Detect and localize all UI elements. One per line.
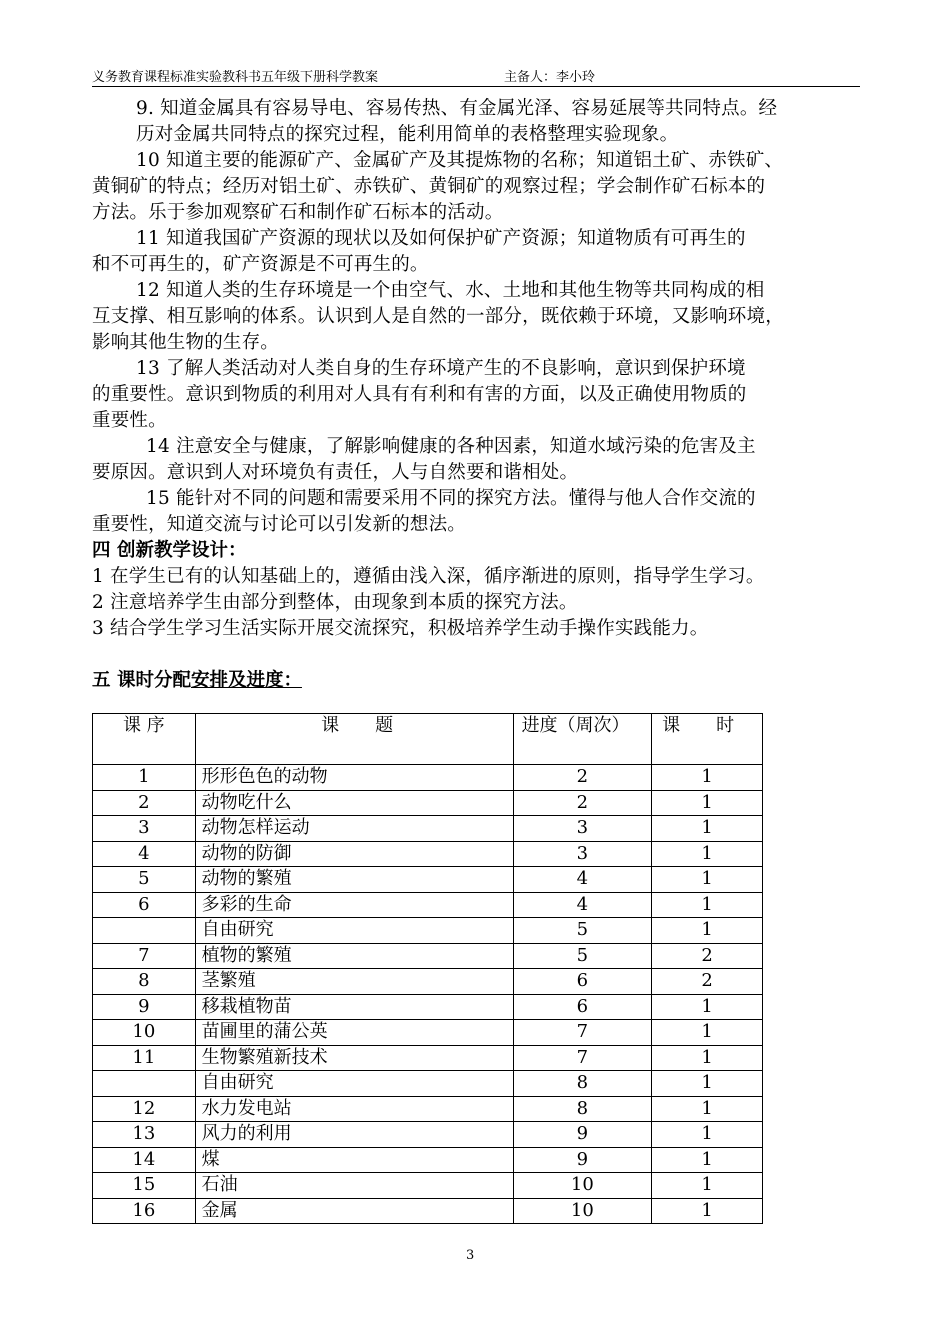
paragraph-line: 重要性，知道交流与讨论可以引发新的想法。 bbox=[92, 514, 467, 535]
cell-class-hours: 1 bbox=[652, 1122, 763, 1148]
cell-lesson-title: 自由研究 bbox=[195, 918, 513, 944]
cell-class-hours: 1 bbox=[652, 841, 763, 867]
header-lesson-number: 课 序 bbox=[93, 714, 196, 765]
cell-class-hours: 1 bbox=[652, 892, 763, 918]
table-row bbox=[93, 1173, 763, 1199]
cell-progress-week: 4 bbox=[513, 867, 652, 893]
table-row bbox=[93, 816, 763, 842]
cell-progress-week: 7 bbox=[513, 1045, 652, 1071]
paragraph-line: 影响其他生物的生存。 bbox=[92, 332, 280, 353]
cell-class-hours: 1 bbox=[652, 790, 763, 816]
cell-lesson-title: 风力的利用 bbox=[195, 1122, 513, 1148]
paragraph-line: 方法。乐于参加观察矿石和制作矿石标本的活动。 bbox=[92, 202, 504, 223]
section-4-item: 1 在学生已有的认知基础上的，遵循由浅入深，循序渐进的原则，指导学生学习。 bbox=[92, 566, 765, 587]
table-row bbox=[93, 765, 763, 791]
paragraph-line: 12 知道人类的生存环境是一个由空气、水、土地和其他生物等共同构成的相 bbox=[136, 280, 765, 301]
cell-class-hours: 1 bbox=[652, 867, 763, 893]
cell-lesson-number: 6 bbox=[93, 892, 196, 918]
cell-progress-week: 2 bbox=[513, 790, 652, 816]
cell-progress-week: 6 bbox=[513, 969, 652, 995]
cell-progress-week: 9 bbox=[513, 1147, 652, 1173]
cell-lesson-number bbox=[93, 1071, 196, 1097]
cell-lesson-number: 3 bbox=[93, 816, 196, 842]
header-preparer: 主备人：李小玲 bbox=[504, 70, 596, 85]
table-header-row bbox=[93, 714, 763, 765]
paragraph-line: 互支撑、相互影响的体系。认识到人是自然的一部分，既依赖于环境，又影响环境， bbox=[92, 306, 784, 327]
schedule-table bbox=[92, 713, 763, 1224]
table-row bbox=[93, 1045, 763, 1071]
cell-lesson-number bbox=[93, 918, 196, 944]
table-row bbox=[93, 867, 763, 893]
paragraph-line: 9. 知道金属具有容易导电、容易传热、有金属光泽、容易延展等共同特点。经 bbox=[136, 98, 778, 119]
paragraph-line: 13 了解人类活动对人类自身的生存环境产生的不良影响，意识到保护环境 bbox=[136, 358, 746, 379]
cell-lesson-title: 移栽植物苗 bbox=[195, 994, 513, 1020]
section-4-item: 3 结合学生学习生活实际开展交流探究，积极培养学生动手操作实践能力。 bbox=[92, 618, 709, 639]
cell-lesson-number: 15 bbox=[93, 1173, 196, 1199]
cell-class-hours: 1 bbox=[652, 765, 763, 791]
cell-progress-week: 8 bbox=[513, 1071, 652, 1097]
paragraph-line: 11 知道我国矿产资源的现状以及如何保护矿产资源；知道物质有可再生的 bbox=[136, 228, 746, 249]
cell-class-hours: 1 bbox=[652, 918, 763, 944]
cell-class-hours: 1 bbox=[652, 816, 763, 842]
cell-lesson-number: 10 bbox=[93, 1020, 196, 1046]
cell-lesson-title: 自由研究 bbox=[195, 1071, 513, 1097]
table-row bbox=[93, 841, 763, 867]
cell-progress-week: 3 bbox=[513, 841, 652, 867]
cell-lesson-title: 植物的繁殖 bbox=[195, 943, 513, 969]
paragraph-line: 10 知道主要的能源矿产、金属矿产及其提炼物的名称；知道铝土矿、赤铁矿、 bbox=[136, 150, 784, 171]
cell-lesson-title: 形形色色的动物 bbox=[195, 765, 513, 791]
cell-class-hours: 2 bbox=[652, 943, 763, 969]
cell-class-hours: 1 bbox=[652, 1198, 763, 1224]
cell-class-hours: 1 bbox=[652, 1173, 763, 1199]
cell-lesson-number: 14 bbox=[93, 1147, 196, 1173]
cell-lesson-number: 12 bbox=[93, 1096, 196, 1122]
cell-class-hours: 1 bbox=[652, 1096, 763, 1122]
cell-progress-week: 9 bbox=[513, 1122, 652, 1148]
table-row bbox=[93, 1122, 763, 1148]
section-5-title-underlined: 安排及进度： bbox=[190, 670, 302, 691]
paragraph-line: 的重要性。意识到物质的利用对人具有有利和有害的方面，以及正确使用物质的 bbox=[92, 384, 747, 405]
cell-lesson-title: 动物的防御 bbox=[195, 841, 513, 867]
table-row bbox=[93, 1020, 763, 1046]
cell-progress-week: 7 bbox=[513, 1020, 652, 1046]
table-row bbox=[93, 918, 763, 944]
table-row bbox=[93, 1096, 763, 1122]
table-row bbox=[93, 994, 763, 1020]
section-5-title bbox=[92, 666, 302, 692]
cell-progress-week: 3 bbox=[513, 816, 652, 842]
table-row bbox=[93, 969, 763, 995]
cell-lesson-title: 动物吃什么 bbox=[195, 790, 513, 816]
cell-progress-week: 10 bbox=[513, 1173, 652, 1199]
paragraph-line: 15 能针对不同的问题和需要采用不同的探究方法。懂得与他人合作交流的 bbox=[146, 488, 756, 509]
cell-lesson-title: 多彩的生命 bbox=[195, 892, 513, 918]
body-text bbox=[92, 96, 864, 642]
paragraph-line: 历对金属共同特点的探究过程，能利用简单的表格整理实验现象。 bbox=[136, 124, 679, 145]
cell-lesson-title: 动物怎样运动 bbox=[195, 816, 513, 842]
cell-lesson-number: 16 bbox=[93, 1198, 196, 1224]
paragraph-line: 黄铜矿的特点；经历对铝土矿、赤铁矿、黄铜矿的观察过程；学会制作矿石标本的 bbox=[92, 176, 766, 197]
cell-lesson-number: 1 bbox=[93, 765, 196, 791]
cell-lesson-title: 煤 bbox=[195, 1147, 513, 1173]
cell-lesson-number: 2 bbox=[93, 790, 196, 816]
cell-lesson-title: 苗圃里的蒲公英 bbox=[195, 1020, 513, 1046]
cell-lesson-title: 生物繁殖新技术 bbox=[195, 1045, 513, 1071]
cell-class-hours: 1 bbox=[652, 1147, 763, 1173]
cell-progress-week: 6 bbox=[513, 994, 652, 1020]
cell-progress-week: 5 bbox=[513, 943, 652, 969]
cell-progress-week: 4 bbox=[513, 892, 652, 918]
cell-class-hours: 1 bbox=[652, 1020, 763, 1046]
paragraph-line: 重要性。 bbox=[92, 410, 167, 431]
section-5-title-part: 五 课时分配 bbox=[92, 670, 191, 691]
cell-class-hours: 1 bbox=[652, 1071, 763, 1097]
cell-lesson-title: 茎繁殖 bbox=[195, 969, 513, 995]
paragraph-line: 14 注意安全与健康，了解影响健康的各种因素，知道水域污染的危害及主 bbox=[146, 436, 756, 457]
cell-lesson-number: 9 bbox=[93, 994, 196, 1020]
cell-class-hours: 1 bbox=[652, 1045, 763, 1071]
cell-progress-week: 10 bbox=[513, 1198, 652, 1224]
header-progress-week: 进度（周次） bbox=[513, 714, 652, 765]
header-book-title: 义务教育课程标准实验教科书五年级下册科学教案 bbox=[92, 70, 379, 85]
cell-lesson-title: 石油 bbox=[195, 1173, 513, 1199]
page-header bbox=[92, 64, 860, 87]
table-row bbox=[93, 790, 763, 816]
section-4-title: 四 创新教学设计： bbox=[92, 540, 247, 561]
cell-class-hours: 1 bbox=[652, 994, 763, 1020]
header-class-hours: 课 时 bbox=[652, 714, 763, 765]
table-row bbox=[93, 1071, 763, 1097]
cell-lesson-title: 动物的繁殖 bbox=[195, 867, 513, 893]
cell-lesson-title: 水力发电站 bbox=[195, 1096, 513, 1122]
cell-progress-week: 5 bbox=[513, 918, 652, 944]
cell-lesson-number: 7 bbox=[93, 943, 196, 969]
cell-lesson-number: 8 bbox=[93, 969, 196, 995]
table-row bbox=[93, 1147, 763, 1173]
cell-lesson-number: 11 bbox=[93, 1045, 196, 1071]
page-number: 3 bbox=[466, 1248, 475, 1263]
cell-lesson-number: 13 bbox=[93, 1122, 196, 1148]
paragraph-line: 要原因。意识到人对环境负有责任，人与自然要和谐相处。 bbox=[92, 462, 579, 483]
cell-lesson-title: 金属 bbox=[195, 1198, 513, 1224]
cell-progress-week: 8 bbox=[513, 1096, 652, 1122]
cell-lesson-number: 5 bbox=[93, 867, 196, 893]
cell-lesson-number: 4 bbox=[93, 841, 196, 867]
cell-progress-week: 2 bbox=[513, 765, 652, 791]
paragraph-line: 和不可再生的，矿产资源是不可再生的。 bbox=[92, 254, 429, 275]
section-4-item: 2 注意培养学生由部分到整体，由现象到本质的探究方法。 bbox=[92, 592, 578, 613]
table-row bbox=[93, 943, 763, 969]
table-row bbox=[93, 1198, 763, 1224]
table-row bbox=[93, 892, 763, 918]
cell-class-hours: 2 bbox=[652, 969, 763, 995]
header-lesson-title: 课 题 bbox=[195, 714, 513, 765]
